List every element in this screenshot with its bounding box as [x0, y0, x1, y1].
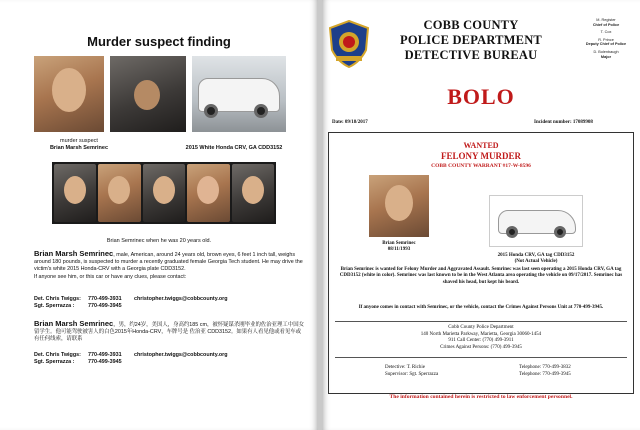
suspect-photo-1: [34, 56, 104, 132]
chinese-description: Brian Marsh Semrinec，男，约24岁，美国人，身高约185 cm，被怀疑谋杀刚毕业的佐治亚理工中国女留学生。他可能驾驶被害人的白色2015年Honda-CRV，车牌号是 佐治亚 CDD3152。如果有人看见他或看见车或有任何线索，请联系: [34, 319, 304, 343]
left-page-title: Murder suspect finding: [87, 34, 231, 49]
caption-car: 2015 White Honda CRV, GA CDD3152: [185, 145, 283, 151]
right-page: [322, 0, 640, 430]
strip-photo-5: [232, 164, 274, 222]
department-address: Cobb County Police Department 140 North Marietta Parkway, Marietta, Georgia 30060-1454 911 Call Center: (770) 499-3911 Crimes Against Persons: (770) 499-3945: [420, 325, 542, 350]
caption-suspect: murder suspect Brian Marsh Semrinec: [49, 138, 109, 151]
bolo-frame: [328, 132, 634, 394]
strip-photo-2: [98, 164, 140, 222]
bolo-date: Date: 09/18/2017: [332, 120, 368, 125]
bolo-car-photo: [489, 195, 583, 247]
bolo-car-caption: 2015 Honda CRV, GA tag CDD3152 (Not Actual Vehicle): [497, 253, 575, 264]
bolo-contact-note: If anyone comes in contact with Semrinec, or the vehicle, contact the Crimes Against Persons Unit at 770-499-3945.: [358, 305, 604, 310]
strip-photo-1: [54, 164, 96, 222]
bolo-description: Brian Semrinec is wanted for Felony Murder and Aggravated Assault. Semrinec was last seen operating a 2015 Honda CRV, GA tag CDD3152 (white in color). Semrinec was last known to be in the West Atlanta area operating the vehicle on 09/17/2017. Semrinec has shaved his head, but kept his beard.: [339, 267, 623, 285]
warrant-label: COBB COUNTY WARRANT #17-W-8596: [431, 163, 531, 169]
suspect-photo-2: [110, 56, 186, 132]
bolo-heading: BOLO: [447, 84, 515, 109]
chinese-contacts: Det. Chris Twiggs: 770-499-3931 christopher.twiggs@cobbcounty.org Sgt. Sperrazza : 770-499-3945: [34, 352, 228, 366]
charge-label: FELONY MURDER: [441, 151, 521, 161]
left-page: [0, 0, 318, 430]
english-contacts: Det. Chris Twiggs: 770-499-3931 christopher.twiggs@cobbcounty.org Sgt. Sperrazza : 770-499-3945: [34, 296, 228, 310]
bolo-suspect-caption: Brian Semrinec 08/11/1993: [382, 241, 416, 252]
officers-list: M. Register Chief of Police T. Cox R. Prince Deputy Chief of Police D. Bolenbaugh Major: [585, 18, 627, 59]
incident-number: Incident number: 17089908: [534, 120, 593, 125]
caption-strip: Brian Semrinec when he was 20 years old.: [106, 238, 212, 244]
detective-info: Detective: T. Richie Supervisor: Sgt. Sperrazza: [385, 365, 439, 377]
detective-phones: Telephone: 770-499-3832 Telephone: 770-499-3945: [519, 365, 571, 377]
strip-photo-4: [187, 164, 229, 222]
restriction-notice: The information contained herein is restricted to law enforcement personnel.: [389, 394, 573, 400]
wanted-label: WANTED: [463, 141, 499, 150]
photo-strip: [52, 162, 276, 224]
bolo-suspect-photo: [369, 175, 429, 237]
department-header: COBB COUNTY POLICE DEPARTMENT DETECTIVE BUREAU: [400, 18, 542, 62]
english-description: Brian Marsh Semrinec, male, American, around 24 years old, brown eyes, 6 feet 1 inch tall, weighs around 180 pounds, is suspected to murder a recently graduated female Georgia Tech student. He may drive the victim's white 2015 Honda-CRV with a Georgia plate CDD3152. If anyone see him, or this car or have any clues, please contact:: [34, 249, 303, 280]
car-photo: [192, 56, 286, 132]
police-badge-icon: [328, 20, 370, 68]
strip-photo-3: [143, 164, 185, 222]
